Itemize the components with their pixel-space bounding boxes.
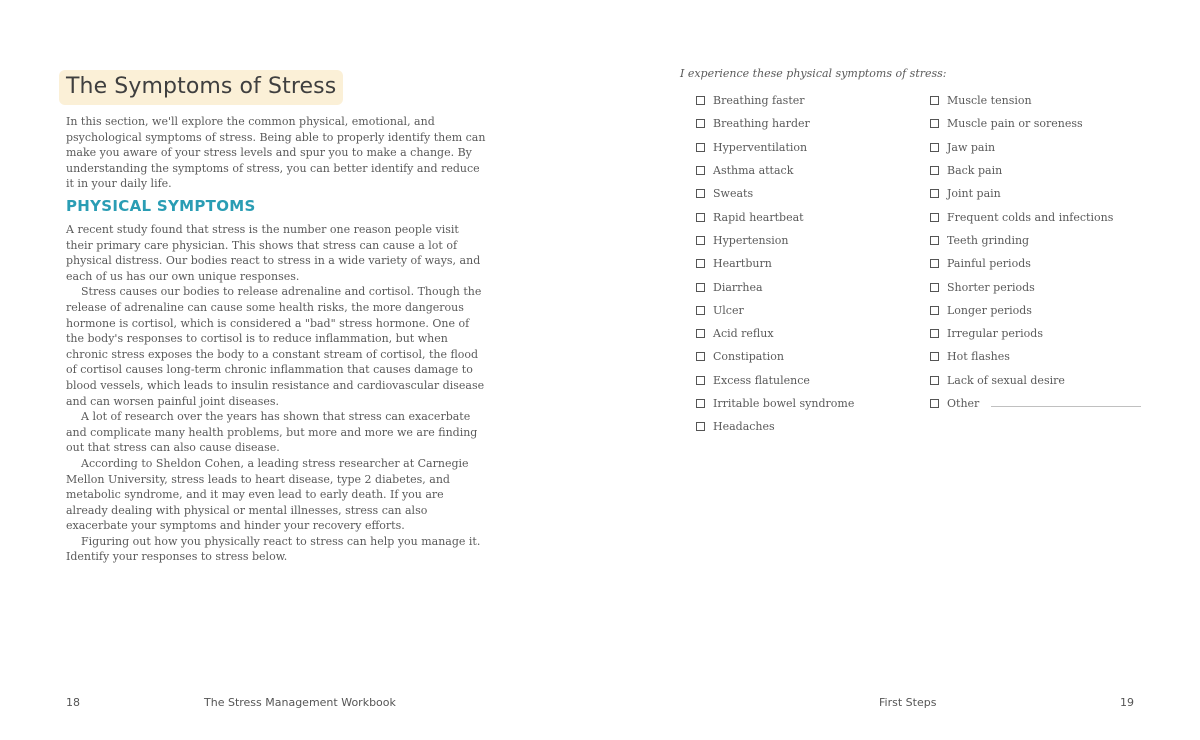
checkbox[interactable] — [930, 329, 939, 338]
checkbox[interactable] — [930, 166, 939, 175]
checklist-item[interactable] — [930, 136, 1141, 159]
checklist-item-label: Lack of sexual desire — [947, 373, 1065, 387]
checklist-item-label: Painful periods — [947, 257, 1031, 271]
running-head-book-title: The Stress Management Workbook — [204, 696, 396, 709]
checkbox[interactable] — [930, 236, 939, 245]
right-page — [600, 0, 1200, 740]
checkbox[interactable] — [930, 213, 939, 222]
checklist-item[interactable] — [930, 299, 1141, 322]
checklist-item-label: Breathing faster — [713, 94, 805, 108]
checklist-item-label: Longer periods — [947, 303, 1032, 317]
checklist-item[interactable] — [696, 89, 854, 112]
checklist-item-label: Other — [947, 397, 980, 410]
checklist-item-label: Excess flatulence — [713, 373, 810, 387]
checkbox[interactable] — [696, 96, 705, 105]
checklist-item-label: Back pain — [947, 164, 1003, 178]
checklist-item[interactable] — [696, 182, 854, 205]
checkbox[interactable] — [696, 259, 705, 268]
checklist-item-label: Acid reflux — [713, 327, 774, 341]
checklist-item[interactable] — [696, 369, 854, 392]
checklist-item[interactable] — [696, 392, 854, 415]
checklist-item[interactable] — [696, 415, 854, 438]
checkbox[interactable] — [930, 143, 939, 152]
page-number-right: 19 — [1120, 696, 1134, 709]
checklist-item[interactable] — [696, 299, 854, 322]
checklist-item[interactable] — [696, 252, 854, 275]
checkbox[interactable] — [930, 399, 939, 408]
checklist-item-label: Joint pain — [947, 187, 1001, 201]
checkbox[interactable] — [696, 306, 705, 315]
page-title: The Symptoms of Stress — [66, 74, 337, 99]
symptom-checklist-column-2 — [930, 89, 1141, 415]
checkbox[interactable] — [930, 96, 939, 105]
checkbox[interactable] — [696, 119, 705, 128]
checklist-item[interactable] — [930, 159, 1141, 182]
checkbox[interactable] — [930, 119, 939, 128]
checkbox[interactable] — [696, 329, 705, 338]
checklist-item[interactable] — [930, 252, 1141, 275]
checklist-item[interactable] — [930, 322, 1141, 345]
checklist-item-label: Shorter periods — [947, 280, 1035, 294]
body-text — [66, 222, 486, 565]
checklist-prompt: I experience these physical symptoms of stress: — [680, 67, 947, 80]
checkbox[interactable] — [930, 189, 939, 198]
checkbox[interactable] — [696, 399, 705, 408]
checklist-item[interactable] — [696, 136, 854, 159]
checklist-item-label: Rapid heartbeat — [713, 210, 804, 224]
checklist-item[interactable] — [930, 369, 1141, 392]
symptom-checklist-column-1 — [696, 89, 854, 438]
checklist-item[interactable] — [930, 89, 1141, 112]
checklist-item[interactable] — [930, 182, 1141, 205]
checklist-item[interactable] — [930, 229, 1141, 252]
checklist-item[interactable] — [930, 392, 1141, 415]
checklist-item-label: Frequent colds and infections — [947, 210, 1114, 224]
checklist-item-label: Irritable bowel syndrome — [713, 397, 855, 410]
checkbox[interactable] — [696, 189, 705, 198]
checkbox[interactable] — [696, 376, 705, 385]
checkbox[interactable] — [930, 283, 939, 292]
checklist-item[interactable] — [930, 345, 1141, 368]
checklist-item[interactable] — [930, 205, 1141, 228]
body-paragraph: A lot of research over the years has shown that stress can exacerbate and complicate many health problems, but more and more we are finding out that stress can also cause disease. — [66, 410, 478, 455]
checkbox[interactable] — [696, 213, 705, 222]
body-paragraph: According to Sheldon Cohen, a leading stress researcher at Carnegie Mellon University, stress leads to heart disease, type 2 diabetes, and metabolic syndrome, and it may even lead to early death. If you are already dealing with physical or mental illnesses, stress can also exacerbate your symptoms and hinder your recovery efforts. — [66, 456, 469, 533]
running-head-chapter-title: First Steps — [879, 696, 937, 709]
checklist-item[interactable] — [930, 275, 1141, 298]
checklist-item-label: Heartburn — [713, 257, 772, 271]
checklist-item-label: Constipation — [713, 350, 784, 364]
checklist-item-label: Muscle pain or soreness — [947, 117, 1083, 131]
checklist-item[interactable] — [696, 229, 854, 252]
body-paragraph: Figuring out how you physically react to stress can help you manage it. Identify your responses to stress below. — [66, 534, 481, 564]
checkbox[interactable] — [930, 259, 939, 268]
checkbox[interactable] — [930, 376, 939, 385]
other-write-in-line[interactable] — [991, 406, 1141, 407]
checkbox[interactable] — [696, 236, 705, 245]
page-number-left: 18 — [66, 696, 80, 709]
checklist-item-label: Hyperventilation — [713, 140, 808, 154]
title-highlight — [59, 70, 343, 105]
checklist-item-label: Irregular periods — [947, 327, 1043, 341]
intro-paragraph: In this section, we'll explore the common physical, emotional, and psychological symptoms of stress. Being able to properly identify them can make you aware of your stress levels and spur you to make a change. By understanding the symptoms of stress, you can better identify and reduce it in your daily life. — [66, 115, 486, 191]
checklist-item-label: Breathing harder — [713, 117, 810, 131]
section-heading: PHYSICAL SYMPTOMS — [66, 197, 256, 215]
checklist-item-label: Teeth grinding — [947, 233, 1030, 247]
checklist-item-label: Sweats — [713, 187, 754, 201]
checkbox[interactable] — [930, 352, 939, 361]
checklist-item[interactable] — [696, 345, 854, 368]
checklist-item[interactable] — [696, 275, 854, 298]
checklist-item-label: Ulcer — [713, 303, 744, 317]
checklist-item[interactable] — [696, 159, 854, 182]
body-paragraph: A recent study found that stress is the number one reason people visit their primary care physician. This shows that stress can cause a lot of physical distress. Our bodies react to stress in a wide variety of ways, and each of us has our own unique responses. — [66, 223, 481, 283]
checklist-item-label: Jaw pain — [947, 140, 996, 154]
checkbox[interactable] — [696, 166, 705, 175]
checklist-item[interactable] — [696, 205, 854, 228]
checkbox[interactable] — [696, 283, 705, 292]
checklist-item-label: Hypertension — [713, 233, 789, 247]
checklist-item[interactable] — [696, 112, 854, 135]
checkbox[interactable] — [696, 143, 705, 152]
checklist-item-label: Hot flashes — [947, 350, 1010, 364]
checkbox[interactable] — [696, 422, 705, 431]
checklist-item[interactable] — [696, 322, 854, 345]
checklist-item[interactable] — [930, 112, 1141, 135]
checklist-item-label: Headaches — [713, 420, 775, 434]
checklist-item-label: Asthma attack — [713, 164, 794, 178]
checklist-item-label: Muscle tension — [947, 94, 1032, 108]
checkbox[interactable] — [696, 352, 705, 361]
body-paragraph: Stress causes our bodies to release adrenaline and cortisol. Though the release of adrenaline can cause some health risks, the more dangerous hormone is cortisol, which is considered a "bad" stress hormone. One of the body's responses to cortisol is to reduce inflammation, but when chronic stress exposes the body to a constant stream of cortisol, the flood of cortisol causes long-term chronic inflammation that causes damage to blood vessels, which leads to insulin resistance and cardiovascular disease and can worsen painful joint diseases. — [66, 285, 485, 408]
checklist-item-label: Diarrhea — [713, 280, 763, 294]
checkbox[interactable] — [930, 306, 939, 315]
